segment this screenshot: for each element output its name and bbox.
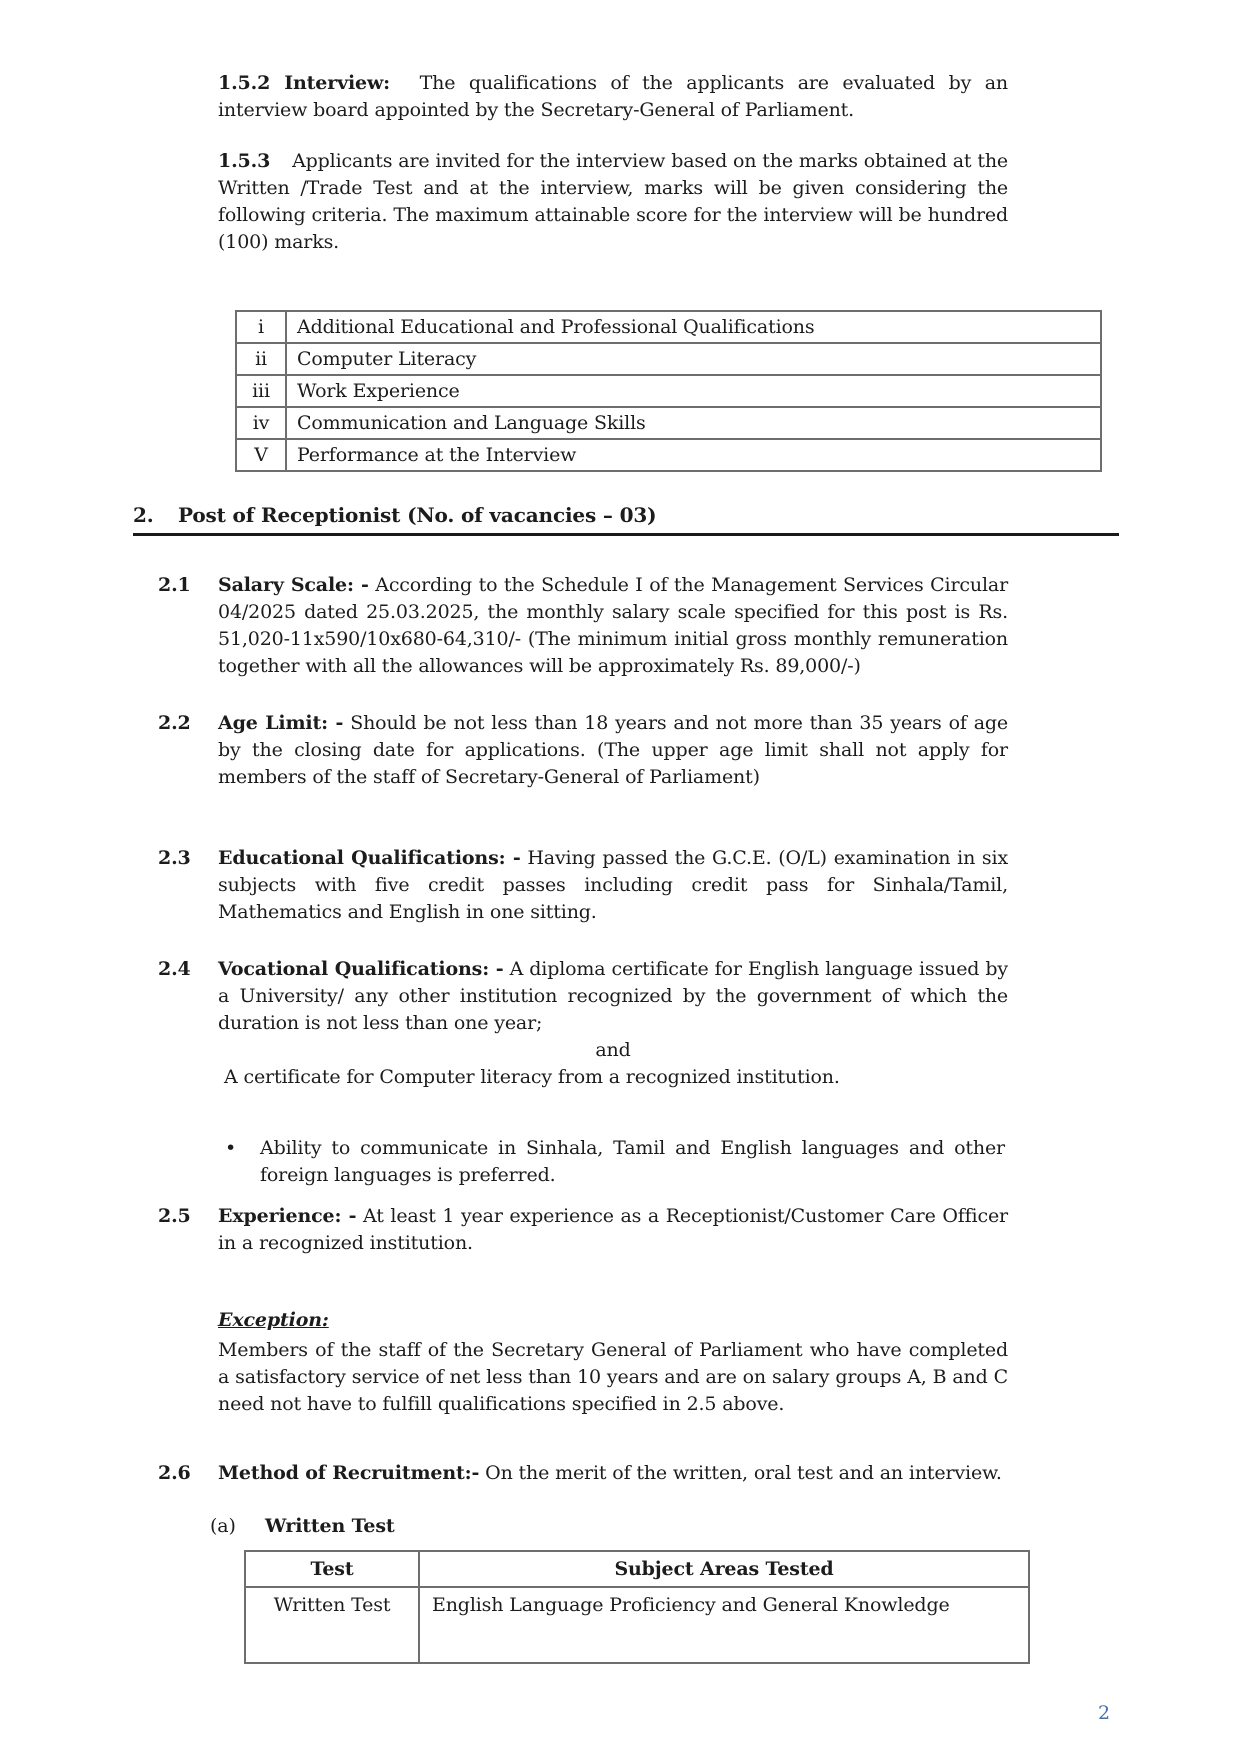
item-number: 2.6 (158, 1462, 191, 1484)
row-numeral: iii (236, 375, 286, 407)
table-row (236, 343, 1101, 375)
table-row (236, 311, 1101, 343)
header-subject-areas: Subject Areas Tested (419, 1551, 1029, 1587)
written-test-table (244, 1550, 1030, 1664)
item-label: Vocational Qualifications: - (218, 958, 504, 980)
certificate-line: A certificate for Computer literacy from a recognized institution. (224, 1066, 840, 1088)
paragraph-1-5-3 (218, 148, 1008, 256)
item-2-5-experience (158, 1203, 1008, 1257)
row-numeral: ii (236, 343, 286, 375)
written-test-marker: (a) (210, 1515, 236, 1537)
item-number: 2.1 (158, 574, 191, 596)
paragraph-1-5-3-text: Applicants are invited for the interview based on the marks obtained at the Written /Trade Test and at the interview, marks will be given considering the following criteria. The maximum attainable score for the interview will be hundred (100) marks. (218, 150, 1009, 253)
row-text: Performance at the Interview (286, 439, 1101, 471)
row-numeral: V (236, 439, 286, 471)
item-number: 2.5 (158, 1205, 191, 1227)
written-test-title: Written Test (265, 1515, 395, 1537)
item-body (218, 956, 1008, 1037)
row-numeral: iv (236, 407, 286, 439)
and-connector: and (595, 1039, 631, 1061)
cell-test-name: Written Test (245, 1587, 419, 1663)
item-body (218, 572, 1008, 680)
table-row (245, 1587, 1029, 1663)
header-test: Test (245, 1551, 419, 1587)
item-2-3-educational-qualifications (158, 845, 1008, 926)
item-text: According to the Schedule I of the Management Services Circular 04/2025 dated 25.03.2025, the monthly salary scale specified for this post is Rs. 51,020-11x590/10x680-64,310/- (The minimum initial gross monthly remuneration together with all the allowances will be approximately Rs. 89,000/-) (218, 574, 1009, 677)
item-2-6-method-of-recruitment (158, 1460, 1008, 1487)
paragraph-1-5-3-number: 1.5.3 (218, 150, 271, 172)
row-text: Computer Literacy (286, 343, 1101, 375)
table-header-row (245, 1551, 1029, 1587)
paragraph-1-5-2-text: The qualifications of the applicants are evaluated by an interview board appointed by the Secretary-General of Parliament. (218, 72, 1008, 121)
item-2-4-vocational-qualifications (158, 956, 1008, 1037)
item-2-2-age-limit (158, 710, 1008, 791)
item-text: On the merit of the written, oral test and an interview. (485, 1462, 1002, 1484)
item-2-1-salary-scale (158, 572, 1008, 680)
row-text: Additional Educational and Professional Qualifications (286, 311, 1101, 343)
item-text: Having passed the G.C.E. (O/L) examination in six subjects with five credit passes including credit pass for Sinhala/Tamil, Mathematics and English in one sitting. (218, 847, 1009, 923)
item-label: Age Limit: - (218, 712, 344, 734)
section-number: 2. (133, 503, 154, 527)
item-body (218, 710, 1008, 791)
item-label: Experience: - (218, 1205, 357, 1227)
item-text: A diploma certificate for English language issued by a University/ any other institution recognized by the government of which the duration is not less than one year; (218, 958, 1008, 1034)
item-label: Educational Qualifications: - (218, 847, 521, 869)
item-text: At least 1 year experience as a Receptionist/Customer Care Officer in a recognized institution. (218, 1205, 1008, 1254)
table-row (236, 375, 1101, 407)
item-body (218, 845, 1008, 926)
written-test-heading (210, 1513, 1241, 1540)
row-text: Work Experience (286, 375, 1101, 407)
row-text: Communication and Language Skills (286, 407, 1101, 439)
row-numeral: i (236, 311, 286, 343)
item-label: Method of Recruitment:- (218, 1462, 480, 1484)
bullet-text: Ability to communicate in Sinhala, Tamil and English languages and other foreign languages is preferred. (260, 1137, 1005, 1186)
table-row (236, 439, 1101, 471)
exception-label: Exception: (218, 1309, 329, 1331)
exception-paragraph: Members of the staff of the Secretary General of Parliament who have completed a satisfactory service of net less than 10 years and are on salary groups A, B and C need not have to fulfill qualifications specified in 2.5 above. (218, 1339, 1008, 1415)
item-number: 2.2 (158, 712, 191, 734)
bullet-icon: • (225, 1137, 237, 1159)
cell-subject-areas: English Language Proficiency and General Knowledge (419, 1587, 1029, 1663)
item-label: Salary Scale: - (218, 574, 369, 596)
item-number: 2.3 (158, 847, 191, 869)
item-number: 2.4 (158, 958, 191, 980)
item-text: Should be not less than 18 years and not more than 35 years of age by the closing date for applications. (The upper age limit shall not apply for members of the staff of Secretary-General of Parliament) (218, 712, 1008, 788)
interview-criteria-table (235, 310, 1102, 472)
item-body (218, 1460, 1008, 1487)
item-body (218, 1203, 1008, 1257)
bullet-item-languages (225, 1135, 1010, 1189)
page-number: 2 (1098, 1702, 1110, 1724)
table-row (236, 407, 1101, 439)
section-title: Post of Receptionist (No. of vacancies – 03) (178, 503, 657, 527)
paragraph-1-5-2 (218, 70, 1008, 124)
paragraph-1-5-2-label: 1.5.2 Interview: (218, 72, 391, 94)
section-heading-post-of-receptionist (133, 502, 1119, 536)
